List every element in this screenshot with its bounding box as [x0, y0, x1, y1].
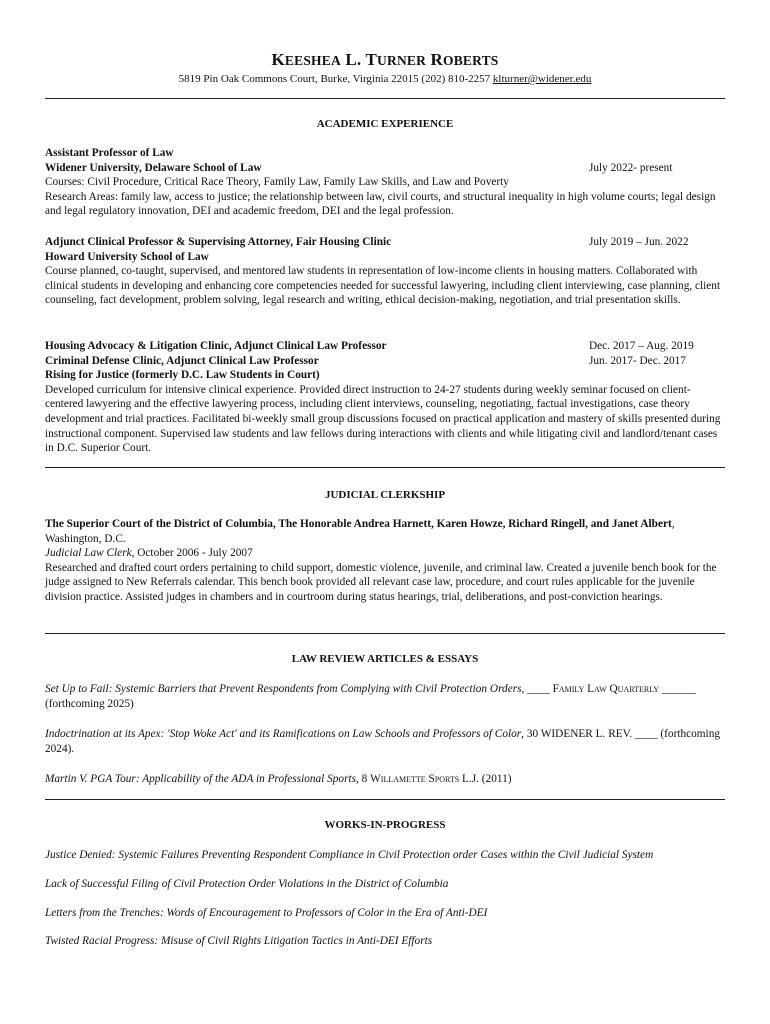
contact-address: 5819 Pin Oak Commons Court, Burke, Virginia 22015 (202) 810-2257 [178, 73, 493, 85]
entry-research: Research Areas: family law, access to justice; the relationship between law, civil courts, and structural inequality in high volume courts; legal design and legal regulatory innovation, DEI and academic freedom, DEI and the legal profession. [45, 190, 716, 218]
entry-dates: July 2022- present [589, 161, 673, 174]
name-last1-initial: T [365, 50, 378, 69]
article-detail: , 30 WIDENER L. REV. ____ (forthcoming 2024). [45, 728, 720, 755]
entry-org: Howard University School of Law [45, 250, 209, 263]
clerkship-location: , Washington, D.C. [45, 518, 675, 545]
academic-entry-howard [45, 235, 725, 308]
section-title-clerkship: JUDICIAL CLERKSHIP [324, 489, 446, 501]
article-item [45, 682, 725, 711]
name-first-initial: K [271, 50, 285, 69]
name-last2-initial: R [430, 50, 443, 69]
page-title [45, 50, 725, 71]
email-link[interactable]: klturner@widener.edu [492, 73, 592, 85]
divider [45, 633, 725, 634]
article-title: Martin V. PGA Tour: Applicability of the ADA in Professional Sports [45, 773, 356, 785]
clerkship-description: Researched and drafted court orders pertaining to child support, domestic violence, juvenile, and criminal law. Created a juvenile bench book for the judge assigned to New Referrals calendar. This bench book provided all relevant case law, procedure, and court rules applicable for the juvenile division practice. Assisted judges in chambers and in courtroom during status hearings, trial, deliberations, and post-conviction hearings. [45, 561, 717, 603]
article-item [45, 727, 725, 756]
article-detail-end: L.J. (2011) [459, 773, 512, 785]
divider [45, 799, 725, 800]
entry-role-secondary: Criminal Defense Clinic, Adjunct Clinical Law Professor [45, 354, 319, 367]
article-title: Indoctrination at its Apex: 'Stop Woke Act' and its Ramifications on Law Schools and Professors of Color [45, 728, 522, 740]
entry-role: Adjunct Clinical Professor & Supervising Attorney, Fair Housing Clinic [45, 236, 392, 248]
academic-entry-widener [45, 146, 725, 219]
clerkship-dates: , October 2006 - July 2007 [131, 547, 253, 560]
article-detail: , 8 [356, 773, 371, 785]
article-journal: Family Law Quarterly [552, 683, 660, 695]
clerkship-entry [45, 517, 725, 605]
entry-dates: Dec. 2017 – Aug. 2019 [589, 340, 694, 352]
name-last1-rest: URNER [377, 53, 427, 68]
section-title-articles: LAW REVIEW ARTICLES & ESSAYS [291, 653, 479, 665]
work-item: Lack of Successful Filing of Civil Protection Order Violations in the District of Columbia [45, 878, 449, 890]
academic-entry-rising-for-justice [45, 339, 725, 456]
entry-description: Developed curriculum for intensive clinical experience. Provided direct instruction to 24-27 students during weekly seminar focused on client-centered lawyering and the effective lawyering process, including client interviews, counseling, negotiating, factual investigations, case theory development and trial practices. Facilitated bi-weekly small group discussions focused on practical application and mastery of skills presented during instructional component. Supervised law students and law fellows during interactions with clients and while litigating civil and landlord/tenant cases in D.C. Superior Court. [45, 383, 721, 455]
entry-dates-secondary: Jun. 2017- Dec. 2017 [589, 354, 686, 367]
entry-role: Housing Advocacy & Litigation Clinic, Adjunct Clinical Law Professor [45, 340, 387, 352]
name-middle: L. [340, 50, 366, 69]
entry-org: Widener University, Delaware School of Law [45, 161, 262, 174]
article-journal: Willamette Sports [370, 773, 460, 785]
entry-role: Assistant Professor of Law [45, 147, 174, 159]
work-item: Letters from the Trenches: Words of Encouragement to Professors of Color in the Era of Anti-DEI [45, 907, 488, 919]
article-detail: , ____ [521, 683, 553, 695]
article-title: Set Up to Fail: Systemic Barriers that Prevent Respondents from Complying with Civil Protection Orders [45, 683, 522, 695]
clerkship-court: The Superior Court of the District of Columbia, The Honorable Andrea Harnett, Karen Howze, Richard Ringell, and Janet Albert [45, 518, 672, 530]
divider [45, 98, 725, 99]
work-item: Twisted Racial Progress: Misuse of Civil Rights Litigation Tactics in Anti-DEI Efforts [45, 935, 433, 947]
article-item [45, 772, 725, 787]
section-title-works: WORKS-IN-PROGRESS [324, 819, 446, 831]
entry-courses: Courses: Civil Procedure, Critical Race Theory, Family Law, Family Law Skills, and Law and Poverty [45, 176, 509, 189]
name-last2-rest: OBERTS [443, 53, 499, 68]
entry-description: Course planned, co-taught, supervised, and mentored law students in representation of low-income clients in housing matters. Collaborated with clinical students in developing and enhancing core competencies needed for successful lawyering, including client interviewing, case planning, client counseling, fact development, problem solving, legal research and writing, ethical decision-making, negotiation, and trial presentation skills. [45, 265, 721, 307]
section-title-academic: ACADEMIC EXPERIENCE [316, 118, 454, 130]
work-item: Justice Denied: Systemic Failures Preventing Respondent Compliance in Civil Protection order Cases within the Civil Judicial System [45, 849, 654, 861]
contact-line [45, 72, 725, 87]
entry-dates: July 2019 – Jun. 2022 [589, 236, 689, 248]
entry-org: Rising for Justice (formerly D.C. Law Students in Court) [45, 369, 320, 382]
clerkship-role: Judicial Law Clerk [45, 547, 132, 560]
name-first-rest: EESHEA [284, 53, 341, 68]
article-detail-end: ______ (forthcoming 2025) [45, 683, 696, 710]
divider [45, 467, 725, 468]
